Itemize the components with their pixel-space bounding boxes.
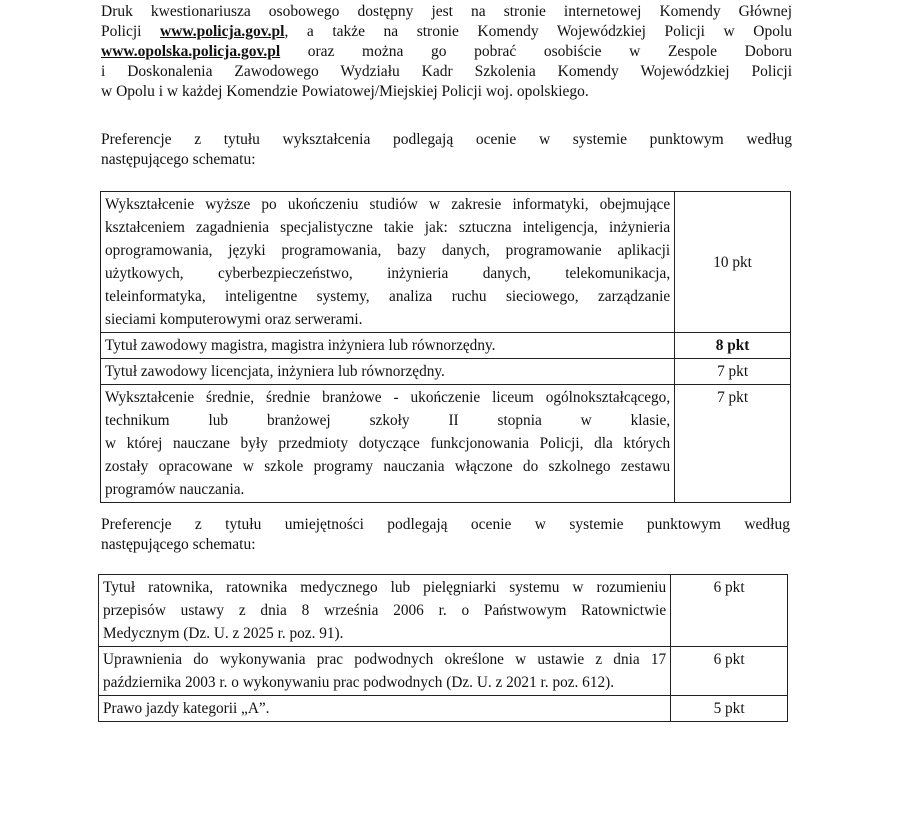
- skills-row-points: 6 pkt: [671, 647, 788, 696]
- education-row-points: 8 pkt: [675, 333, 791, 359]
- table-row: [99, 575, 788, 647]
- table-row: [99, 647, 788, 696]
- education-row-points: 7 pkt: [675, 359, 791, 385]
- education-row-desc: Tytuł zawodowy licencjata, inżyniera lub równorzędny.: [101, 359, 675, 385]
- intro-line-5: w Opolu i w każdej Komendzie Powiatowej/Miejskiej Policji woj. opolskiego.: [101, 83, 589, 100]
- education-heading: Preferencje z tytułu wykształcenia podlegają ocenie w systemie punktowym według następującego schematu:: [101, 131, 792, 168]
- skills-row-desc: Tytuł ratownika, ratownika medycznego lub pielęgniarki systemu w rozumieniu przepisów ustawy z dnia 8 września 2006 r. o Państwowym Ratownictwie Medycznym (Dz. U. z 2025 r. poz. 91).: [99, 575, 671, 647]
- education-row-desc: Tytuł zawodowy magistra, magistra inżyniera lub równorzędny.: [101, 333, 675, 359]
- table-row: [101, 359, 791, 385]
- skills-row-points: 6 pkt: [671, 575, 788, 647]
- education-row-desc: Wykształcenie wyższe po ukończeniu studiów w zakresie informatyki, obejmujące kształceniem zagadnienia specjalistyczne takie jak: sztuczna inteligencja, inżynieria oprogramowania, języki programowania, bazy danych, programowanie aplikacji użytkowych, cyberbezpieczeństwo, inżynieria danych, telekomunikacja, teleinformatyka, inteligentne systemy, analiza ruchu sieciowego, zarządzanie sieciami komputerowymi oraz serwerami.: [101, 192, 675, 333]
- skills-row-desc: Uprawnienia do wykonywania prac podwodnych określone w ustawie z dnia 17 października 2003 r. o wykonywaniu prac podwodnych (Dz. U. z 2021 r. poz. 612).: [99, 647, 671, 696]
- table-row: [101, 192, 791, 333]
- skills-points-table: [98, 574, 788, 722]
- table-row: [101, 385, 791, 503]
- education-points-table: [100, 191, 791, 503]
- intro-paragraph: [101, 2, 792, 102]
- intro-line-3: www.opolska.policja.gov.pl oraz można go pobrać osobiście w Zespole Doboru: [101, 43, 792, 60]
- education-row-points: 10 pkt: [675, 192, 791, 333]
- opolska-policja-link[interactable]: www.opolska.policja.gov.pl: [101, 43, 281, 60]
- table-row: [101, 333, 791, 359]
- table-row: [99, 696, 788, 722]
- intro-line-4: i Doskonalenia Zawodowego Wydziału Kadr Szkolenia Komendy Wojewódzkiej Policji: [101, 63, 792, 80]
- skills-row-points: 5 pkt: [671, 696, 788, 722]
- skills-heading: Preferencje z tytułu umiejętności podlegają ocenie w systemie punktowym według następującego schematu:: [101, 516, 790, 553]
- education-row-desc: Wykształcenie średnie, średnie branżowe - ukończenie liceum ogólnokształcącego, technikum lub branżowej szkoły II stopnia w klasie, w której nauczane były przedmioty dotyczące funkcjonowania Policji, dla których zostały opracowane w szkole programy nauczania włączone do szkolnego zestawu programów nauczania.: [101, 385, 675, 503]
- policja-link[interactable]: www.policja.gov.pl: [160, 23, 285, 40]
- intro-line-1: Druk kwestionariusza osobowego dostępny jest na stronie internetowej Komendy Głównej: [101, 3, 792, 20]
- intro-line-2: Policji www.policja.gov.pl, a także na stronie Komendy Wojewódzkiej Policji w Opolu: [101, 23, 792, 40]
- skills-row-desc: Prawo jazdy kategorii „A”.: [99, 696, 671, 722]
- education-row-points: 7 pkt: [675, 385, 791, 503]
